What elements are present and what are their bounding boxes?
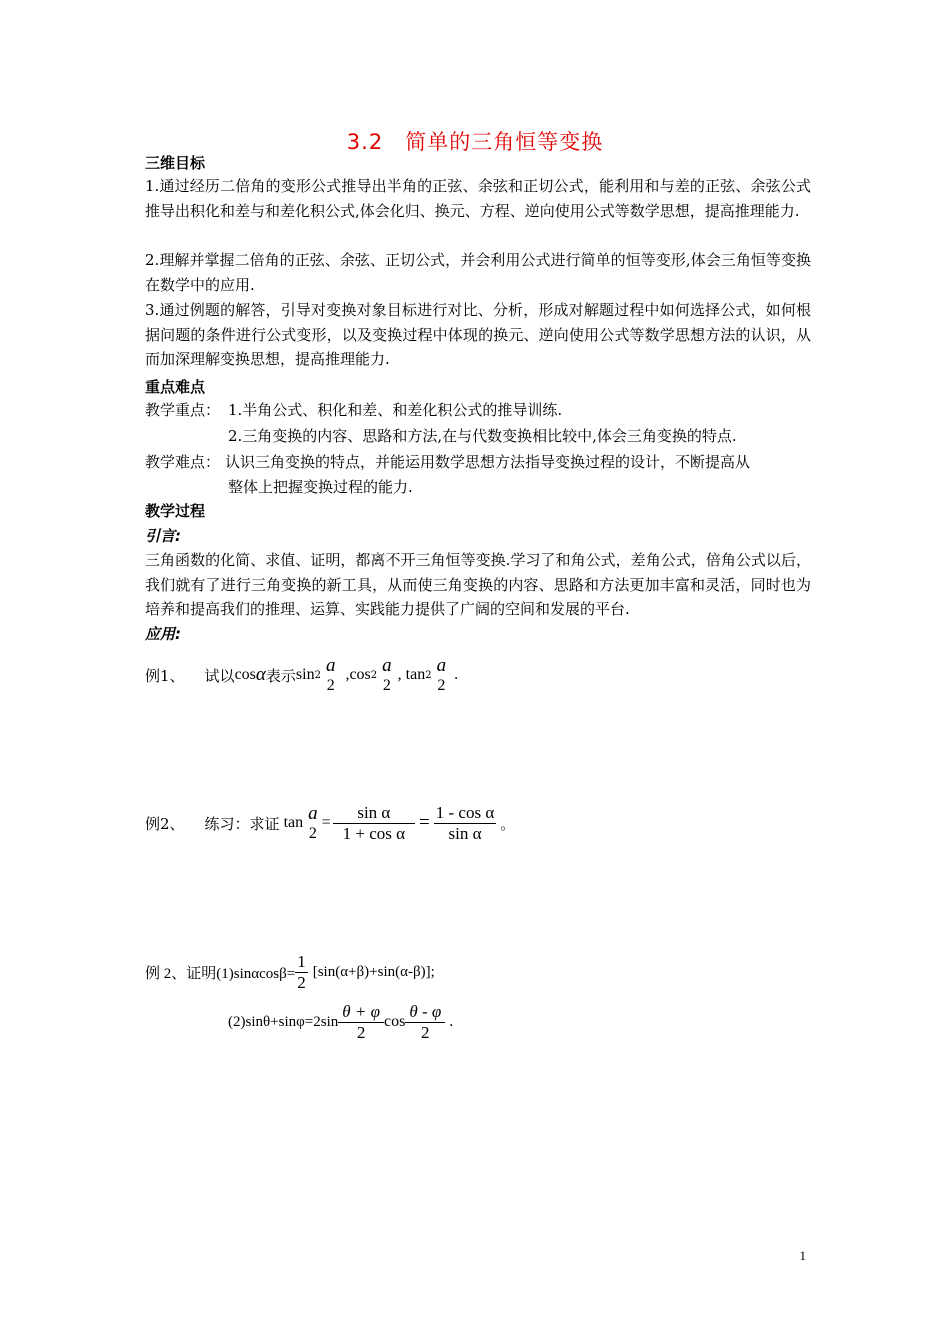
ex1-cos: cos	[234, 666, 256, 683]
goal-1: 1.通过经历二倍角的变形公式推导出半角的正弦、余弦和正切公式，能利用和与差的正弦、余弦公式推导出积化和差与和差化积公式,体会化归、换元、方程、逆向使用公式等数学思想，提高推理能力.	[145, 177, 811, 220]
key-points-label: 教学重点：	[145, 401, 221, 419]
ex2-label: 例2、	[145, 814, 185, 833]
ex1-period: .	[454, 666, 459, 683]
goals-heading: 三维目标	[145, 154, 206, 172]
key-point-1: 1.半角公式、积化和差、和差化积公式的推导训练.	[228, 401, 563, 419]
page-number: 1	[799, 1248, 806, 1263]
application-label: 应用:	[145, 625, 181, 643]
ex3-frac-2: $\frac{\theta - \varphi}{2}$	[405, 1002, 445, 1043]
ex1-show: 表示	[265, 666, 296, 685]
ex3-line2-prefix: (2)sinθ+sinφ=2sin	[228, 1013, 339, 1030]
ex3-frac-1: $\frac{\theta + \varphi}{2}$	[338, 1002, 384, 1043]
ex2-frac-2: $\frac{\text{1 - cos α}}{\text{sin α}}$	[435, 802, 495, 843]
difficulty-label: 教学难点：	[145, 453, 221, 471]
page-title: 3.2 简单的三角恒等变换	[346, 130, 604, 154]
goal-3: 3.通过例题的解答，引导对变换对象目标进行对比、分析，形成对解题过程中如何选择公式，如何根据问题的条件进行公式变形，以及变换过程中体现的换元、逆向使用公式等数学思想方法的认识，从而加深理解变换思想，提高推理能力.	[145, 301, 811, 368]
difficulty-line-1: 认识三角变换的特点，并能运用数学思想方法指导变换过程的设计，不断提高从	[225, 453, 751, 471]
ex2-end: 。	[500, 814, 516, 833]
intro-text: 三角函数的化简、求值、证明，都离不开三角恒等变换.学习了和角公式，差角公式，倍角公式以后，我们就有了进行三角变换的新工具，从而使三角变换的内容、思路和方法更加丰富和灵活，同时也为培养和提高我们的推理、运算、实践能力提供了广阔的空间和发展的平台.	[145, 551, 811, 618]
ex1-text: 试以	[204, 666, 235, 685]
ex1-alpha: α	[255, 664, 266, 685]
ex3-mid: cos	[384, 1013, 406, 1030]
example-2: 例2、 练习：求证 tan a 2 = $\frac{\text{sin α}}{\text{1 + cos α}}$ = $\frac{\text{1 - cos α}}{\text{sin α}}$ 。	[145, 802, 516, 843]
ex1-frac-2: a 2	[382, 655, 392, 694]
ex2-text: 练习：求证	[204, 814, 280, 833]
key-point-2: 2.三角变换的内容、思路和方法,在与代数变换相比较中,体会三角变换的特点.	[228, 427, 737, 445]
key-heading: 重点难点	[145, 378, 206, 396]
ex1-cos2: ,cos	[345, 666, 371, 683]
ex1-sup-3: 2	[425, 669, 432, 681]
example-3-line-1	[145, 948, 435, 996]
ex3-rest: [sin(α+β)+sin(α-β)];	[312, 963, 435, 980]
goal-2: 2.理解并掌握二倍角的正弦、余弦、正切公式，并会利用公式进行简单的恒等变形,体会三角恒等变换在数学中的应用.	[145, 251, 811, 294]
ex1-frac-3: a 2	[436, 655, 447, 694]
ex1-sin: sin	[295, 666, 315, 683]
example-1	[145, 650, 458, 700]
ex1-sup-2: 2	[370, 669, 378, 681]
ex2-frac-1: $\frac{\text{sin α}}{\text{1 + cos α}}$	[333, 803, 415, 844]
ex3-half-frac: $\frac{1}{2}$	[297, 951, 306, 992]
ex2-tan: tan	[283, 814, 304, 831]
ex1-tan: , tan	[397, 666, 426, 683]
intro-label: 引言:	[145, 527, 181, 545]
process-heading: 教学过程	[145, 502, 206, 520]
ex1-frac-1: a 2	[325, 655, 336, 694]
difficulty-line-2: 整体上把握变换过程的能力.	[228, 478, 413, 496]
ex2-half-frac: a 2	[308, 803, 318, 842]
ex3-end: .	[449, 1013, 454, 1030]
ex1-label: 例1、	[145, 666, 185, 685]
ex1-sup-1: 2	[314, 669, 321, 681]
ex3-prefix: 例 2、证明(1)sinαcosβ=	[145, 965, 296, 982]
example-3-line-2	[228, 997, 453, 1047]
